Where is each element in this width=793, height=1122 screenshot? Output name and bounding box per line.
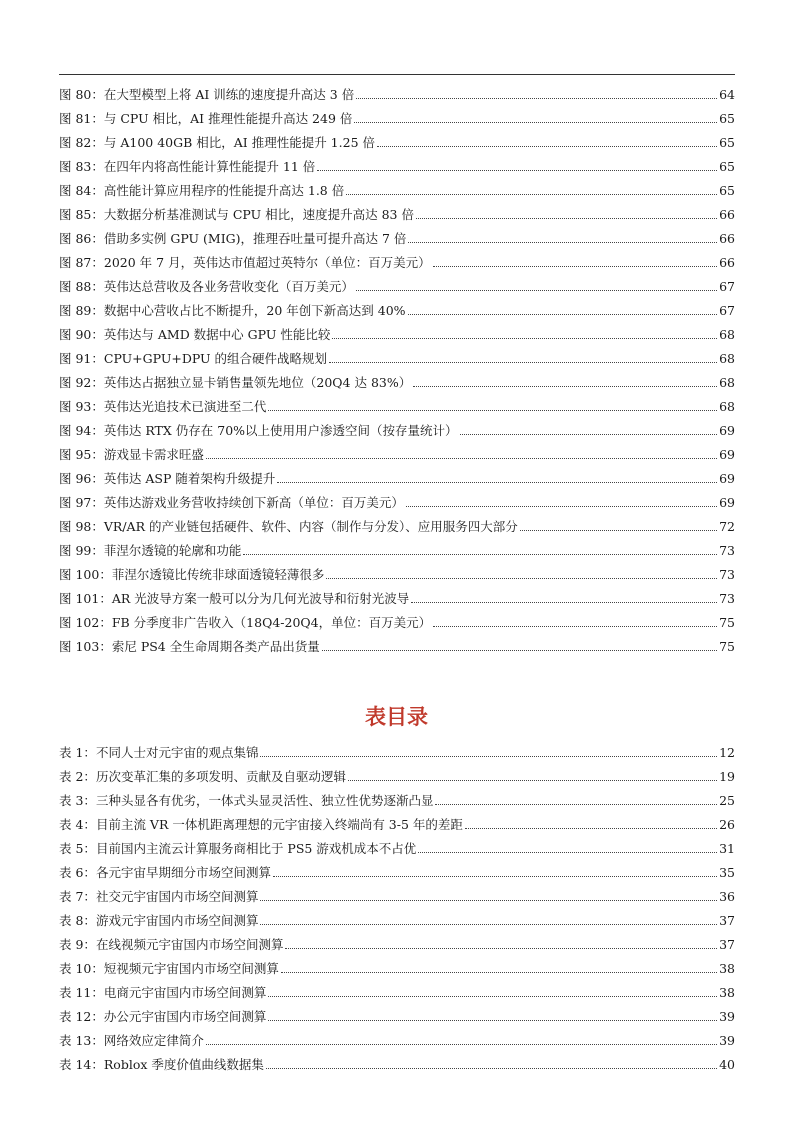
figure-entry-page-number: 68 xyxy=(719,327,735,342)
figure-entry-title: 英伟达占据独立显卡销售量领先地位（20Q4 达 83%） xyxy=(103,375,412,390)
figure-entry-label: 图 102： xyxy=(59,615,112,630)
figure-entry-title: 英伟达光追技术已演进至二代 xyxy=(103,399,267,414)
figure-entry[interactable] xyxy=(59,323,735,347)
table-list xyxy=(59,741,735,1077)
table-entry-page-number: 39 xyxy=(719,1033,735,1048)
dot-leader xyxy=(285,948,717,949)
dot-leader xyxy=(260,924,717,925)
figure-entry-title: 英伟达 ASP 随着架构升级提升 xyxy=(103,471,276,486)
table-entry-title: 在线视频元宇宙国内市场空间测算 xyxy=(95,937,284,952)
table-entry-title: 办公元宇宙国内市场空间测算 xyxy=(103,1009,267,1024)
figure-entry-title: VR/AR 的产业链包括硬件、软件、内容（制作与分发）、应用服务四大部分 xyxy=(103,519,518,534)
table-entry-page-number: 26 xyxy=(719,817,735,832)
figure-entry-title: 英伟达与 AMD 数据中心 GPU 性能比较 xyxy=(103,327,331,342)
dot-leader xyxy=(435,804,717,805)
figure-entry-label: 图 95： xyxy=(59,447,104,462)
figure-entry-title: 英伟达总营收及各业务营收变化（百万美元） xyxy=(103,279,354,294)
figure-entry-label: 图 86： xyxy=(59,231,104,246)
figure-entry-page-number: 65 xyxy=(719,183,735,198)
table-entry-label: 表 12： xyxy=(59,1009,104,1024)
figure-entry[interactable] xyxy=(59,347,735,371)
table-entry-label: 表 3： xyxy=(59,793,96,808)
dot-leader xyxy=(268,996,717,997)
table-entry-page-number: 37 xyxy=(719,913,735,928)
figure-entry-label: 图 85： xyxy=(59,207,104,222)
table-entry-page-number: 19 xyxy=(719,769,735,784)
figure-entry-label: 图 92： xyxy=(59,375,104,390)
table-entry-page-number: 40 xyxy=(719,1057,735,1072)
table-entry-label: 表 9： xyxy=(59,937,96,952)
dot-leader xyxy=(277,482,717,483)
dot-leader xyxy=(332,338,717,339)
dot-leader xyxy=(411,602,717,603)
figure-entry-title: 菲涅尔透镜的轮廓和功能 xyxy=(103,543,242,558)
figure-entry-page-number: 69 xyxy=(719,471,735,486)
figure-entry-title: 游戏显卡需求旺盛 xyxy=(103,447,204,462)
dot-leader xyxy=(260,756,717,757)
dot-leader xyxy=(356,290,717,291)
figure-entry[interactable] xyxy=(59,395,735,419)
figure-entry-label: 图 81： xyxy=(59,111,104,126)
tables-section-title: 表目录 xyxy=(365,705,428,729)
figure-entry-title: 大数据分析基准测试与 CPU 相比，速度提升高达 83 倍 xyxy=(103,207,414,222)
table-entry-title: 各元宇宙早期细分市场空间测算 xyxy=(95,865,271,880)
figure-entry-title: 在四年内将高性能计算性能提升 11 倍 xyxy=(103,159,316,174)
figure-entry-label: 图 94： xyxy=(59,423,104,438)
table-entry-page-number: 36 xyxy=(719,889,735,904)
dot-leader xyxy=(465,828,717,829)
figure-entry[interactable] xyxy=(59,299,735,323)
figure-entry-title: 高性能计算应用程序的性能提升高达 1.8 倍 xyxy=(103,183,345,198)
table-entry-title: Roblox 季度价值曲线数据集 xyxy=(103,1057,264,1072)
figure-entry[interactable] xyxy=(59,635,735,659)
table-entry-label: 表 5： xyxy=(59,841,96,856)
figure-entry-label: 图 87： xyxy=(59,255,104,270)
table-entry-label: 表 11： xyxy=(59,985,104,1000)
figure-entry-page-number: 66 xyxy=(719,231,735,246)
table-entry[interactable] xyxy=(59,981,735,1005)
table-entry-label: 表 6： xyxy=(59,865,96,880)
figure-entry-label: 图 91： xyxy=(59,351,104,366)
dot-leader xyxy=(326,578,717,579)
figure-entry-label: 图 83： xyxy=(59,159,104,174)
dot-leader xyxy=(206,1044,717,1045)
figure-entry-page-number: 69 xyxy=(719,447,735,462)
figure-entry[interactable] xyxy=(59,515,735,539)
figure-entry[interactable] xyxy=(59,107,735,131)
figure-entry-page-number: 73 xyxy=(719,567,735,582)
table-entry[interactable] xyxy=(59,957,735,981)
figure-entry-page-number: 65 xyxy=(719,135,735,150)
dot-leader xyxy=(266,1068,717,1069)
figure-entry-label: 图 96： xyxy=(59,471,104,486)
table-entry[interactable] xyxy=(59,1029,735,1053)
figure-entry-label: 图 100： xyxy=(59,567,112,582)
dot-leader xyxy=(408,314,718,315)
figure-entry-page-number: 67 xyxy=(719,279,735,294)
dot-leader xyxy=(416,218,717,219)
dot-leader xyxy=(329,362,717,363)
figure-entry-title: 数据中心营收占比不断提升，20 年创下新高达到 40% xyxy=(103,303,406,318)
figure-entry-title: 与 CPU 相比，AI 推理性能提升高达 249 倍 xyxy=(103,111,353,126)
table-entry-title: 目前主流 VR 一体机距离理想的元宇宙接入终端尚有 3-5 年的差距 xyxy=(95,817,463,832)
dot-leader xyxy=(346,194,717,195)
dot-leader xyxy=(260,900,717,901)
table-entry-label: 表 4： xyxy=(59,817,96,832)
figure-entry-page-number: 65 xyxy=(719,159,735,174)
table-entry-label: 表 13： xyxy=(59,1033,104,1048)
figure-entry[interactable] xyxy=(59,179,735,203)
figure-entry[interactable] xyxy=(59,467,735,491)
table-entry-page-number: 25 xyxy=(719,793,735,808)
figure-entry-label: 图 90： xyxy=(59,327,104,342)
figure-entry[interactable] xyxy=(59,155,735,179)
table-entry[interactable] xyxy=(59,765,735,789)
table-entry-title: 历次变革汇集的多项发明、贡献及自驱动逻辑 xyxy=(95,769,346,784)
dot-leader xyxy=(268,410,717,411)
dot-leader xyxy=(356,98,717,99)
figure-entry-label: 图 101： xyxy=(59,591,112,606)
figure-entry-label: 图 80： xyxy=(59,87,104,102)
table-entry-label: 表 8： xyxy=(59,913,96,928)
figure-entry[interactable] xyxy=(59,587,735,611)
figure-entry-title: 借助多实例 GPU (MIG)，推理吞吐量可提升高达 7 倍 xyxy=(103,231,407,246)
table-entry-title: 三种头显各有优劣，一体式头显灵活性、独立性优势逐渐凸显 xyxy=(95,793,434,808)
figure-entry-title: 在大型模型上将 AI 训练的速度提升高达 3 倍 xyxy=(103,87,355,102)
table-entry-page-number: 38 xyxy=(719,985,735,1000)
figure-entry-page-number: 66 xyxy=(719,207,735,222)
table-entry-page-number: 37 xyxy=(719,937,735,952)
figure-entry-page-number: 75 xyxy=(719,639,735,654)
figure-entry-page-number: 65 xyxy=(719,111,735,126)
dot-leader xyxy=(433,266,718,267)
figure-entry-page-number: 69 xyxy=(719,423,735,438)
figure-entry-page-number: 72 xyxy=(719,519,735,534)
figure-entry-label: 图 84： xyxy=(59,183,104,198)
table-entry[interactable] xyxy=(59,861,735,885)
table-entry-title: 短视频元宇宙国内市场空间测算 xyxy=(103,961,279,976)
figure-entry-label: 图 82： xyxy=(59,135,104,150)
figure-entry-title: 英伟达游戏业务营收持续创下新高（单位：百万美元） xyxy=(103,495,404,510)
dot-leader xyxy=(317,170,717,171)
figure-entry[interactable] xyxy=(59,251,735,275)
figure-entry-page-number: 68 xyxy=(719,399,735,414)
figure-entry[interactable] xyxy=(59,443,735,467)
dot-leader xyxy=(354,122,717,123)
table-entry[interactable] xyxy=(59,909,735,933)
figure-entry-title: 与 A100 40GB 相比，AI 推理性能提升 1.25 倍 xyxy=(103,135,375,150)
figure-entry-label: 图 89： xyxy=(59,303,104,318)
figure-entry-label: 图 97： xyxy=(59,495,104,510)
figure-entry-title: 索尼 PS4 全生命周期各类产品出货量 xyxy=(111,639,320,654)
figure-entry[interactable] xyxy=(59,563,735,587)
dot-leader xyxy=(413,386,717,387)
figure-entry-title: 英伟达 RTX 仍存在 70%以上使用用户渗透空间（按存量统计） xyxy=(103,423,458,438)
figure-entry[interactable] xyxy=(59,491,735,515)
table-entry-title: 目前国内主流云计算服务商相比于 PS5 游戏机成本不占优 xyxy=(95,841,417,856)
figure-entry[interactable] xyxy=(59,539,735,563)
figure-entry-page-number: 66 xyxy=(719,255,735,270)
figure-entry[interactable] xyxy=(59,203,735,227)
figure-entry[interactable] xyxy=(59,227,735,251)
table-entry-title: 网络效应定律简介 xyxy=(103,1033,204,1048)
table-entry-label: 表 7： xyxy=(59,889,96,904)
dot-leader xyxy=(418,852,717,853)
dot-leader xyxy=(348,780,717,781)
figure-entry-title: FB 分季度非广告收入（18Q4-20Q4，单位：百万美元） xyxy=(111,615,432,630)
figure-entry[interactable] xyxy=(59,419,735,443)
table-entry-label: 表 1： xyxy=(59,745,96,760)
table-entry[interactable] xyxy=(59,885,735,909)
header-rule xyxy=(59,74,735,75)
table-entry-title: 社交元宇宙国内市场空间测算 xyxy=(95,889,259,904)
figure-entry[interactable] xyxy=(59,275,735,299)
table-entry-page-number: 39 xyxy=(719,1009,735,1024)
table-entry[interactable] xyxy=(59,813,735,837)
figure-entry[interactable] xyxy=(59,371,735,395)
table-entry-title: 电商元宇宙国内市场空间测算 xyxy=(103,985,267,1000)
dot-leader xyxy=(322,650,717,651)
figure-entry-page-number: 73 xyxy=(719,543,735,558)
figure-entry[interactable] xyxy=(59,611,735,635)
figure-entry-title: 2020 年 7 月，英伟达市值超过英特尔（单位：百万美元） xyxy=(103,255,431,270)
dot-leader xyxy=(460,434,718,435)
figure-entry-page-number: 68 xyxy=(719,375,735,390)
figure-list xyxy=(59,83,735,659)
dot-leader xyxy=(268,1020,717,1021)
figure-entry-page-number: 68 xyxy=(719,351,735,366)
dot-leader xyxy=(281,972,717,973)
figure-entry-page-number: 69 xyxy=(719,495,735,510)
figure-entry-page-number: 67 xyxy=(719,303,735,318)
table-entry-page-number: 31 xyxy=(719,841,735,856)
figure-entry-title: 菲涅尔透镜比传统非球面透镜轻薄很多 xyxy=(111,567,325,582)
table-entry[interactable] xyxy=(59,741,735,765)
dot-leader xyxy=(408,242,717,243)
table-entry-page-number: 35 xyxy=(719,865,735,880)
table-entry-page-number: 38 xyxy=(719,961,735,976)
figure-entry-page-number: 64 xyxy=(719,87,735,102)
table-entry[interactable] xyxy=(59,837,735,861)
dot-leader xyxy=(406,506,717,507)
table-entry-title: 游戏元宇宙国内市场空间测算 xyxy=(95,913,259,928)
figure-entry[interactable] xyxy=(59,131,735,155)
figure-entry-title: AR 光波导方案一般可以分为几何光波导和衍射光波导 xyxy=(111,591,410,606)
table-entry-page-number: 12 xyxy=(719,745,735,760)
dot-leader xyxy=(243,554,717,555)
table-entry[interactable] xyxy=(59,1005,735,1029)
table-entry[interactable] xyxy=(59,789,735,813)
table-entry-label: 表 10： xyxy=(59,961,104,976)
table-entry[interactable] xyxy=(59,1053,735,1077)
table-entry[interactable] xyxy=(59,933,735,957)
dot-leader xyxy=(433,626,717,627)
figure-entry-label: 图 88： xyxy=(59,279,104,294)
dot-leader xyxy=(273,876,717,877)
dot-leader xyxy=(377,146,717,147)
figure-entry-label: 图 103： xyxy=(59,639,112,654)
figure-entry-title: CPU+GPU+DPU 的组合硬件战略规划 xyxy=(103,351,328,366)
figure-entry-label: 图 98： xyxy=(59,519,104,534)
figure-entry-page-number: 75 xyxy=(719,615,735,630)
dot-leader xyxy=(520,530,717,531)
table-entry-title: 不同人士对元宇宙的观点集锦 xyxy=(95,745,259,760)
table-entry-label: 表 14： xyxy=(59,1057,104,1072)
table-entry-label: 表 2： xyxy=(59,769,96,784)
figure-entry-label: 图 99： xyxy=(59,543,104,558)
figure-entry[interactable] xyxy=(59,83,735,107)
figure-entry-label: 图 93： xyxy=(59,399,104,414)
dot-leader xyxy=(206,458,717,459)
figure-entry-page-number: 73 xyxy=(719,591,735,606)
